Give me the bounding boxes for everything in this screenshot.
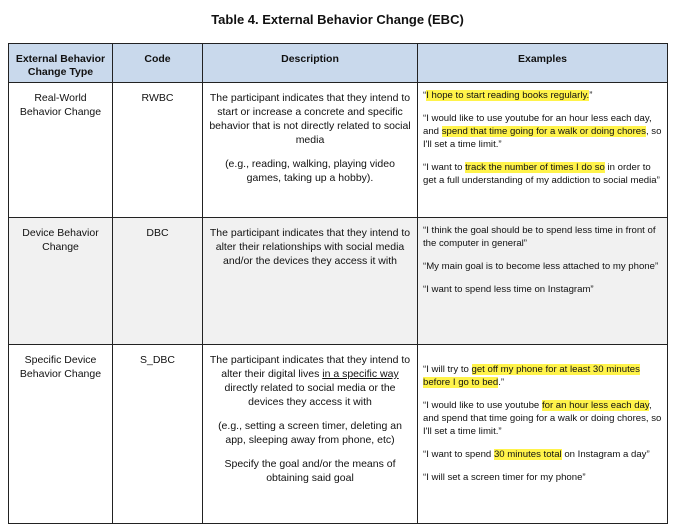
description-text: The participant indicates that they intend to alter their digital lives in a specific way directly related to social media or the devices they access it with: [209, 354, 411, 408]
ebc-table: [8, 43, 668, 524]
example-quote: “I would like to use youtube for an hour less each day, and spend that time going for a walk or doing chores, so I'll set a time limit.”: [423, 400, 662, 437]
header-code: Code: [113, 44, 203, 83]
header-description: Description: [203, 44, 418, 83]
table-row: [9, 218, 668, 345]
highlight: spend that time going for a walk or doing chores: [441, 126, 646, 137]
code-cell: RWBC: [113, 83, 203, 218]
description-note: Specify the goal and/or the means of obtaining said goal: [224, 458, 396, 484]
highlight: get off my phone for at least 30 minutes before I go to bed: [423, 364, 640, 388]
code-cell: S_DBC: [113, 345, 203, 524]
highlight: track the number of times I do so: [465, 162, 605, 173]
examples-cell: [418, 218, 668, 345]
description-text: The participant indicates that they intend to alter their relationships with social media and/or the devices they access it with: [209, 227, 411, 267]
underlined-text: in a specific way: [322, 368, 399, 380]
example-quote: “I think the goal should be to spend less time in front of the computer in general”: [423, 225, 656, 249]
highlight: for an hour less each day: [541, 400, 649, 411]
type-cell: Specific Device Behavior Change: [9, 345, 113, 524]
example-quote: “My main goal is to become less attached to my phone”: [423, 261, 659, 272]
table-title: Table 4. External Behavior Change (EBC): [211, 12, 464, 27]
example-quote: “I hope to start reading books regularly.”: [423, 90, 593, 101]
examples-cell: [418, 83, 668, 218]
description-text: The participant indicates that they intend to start or increase a concrete and specific behavior that is not directly related to social media: [209, 92, 411, 146]
description-cell: [203, 83, 418, 218]
type-cell: Device Behavior Change: [9, 218, 113, 345]
table-row: [9, 83, 668, 218]
description-examples: (e.g., setting a screen timer, deleting an app, sleeping away from phone, etc): [218, 420, 402, 446]
type-cell: Real-World Behavior Change: [9, 83, 113, 218]
highlight: 30 minutes total: [493, 449, 562, 460]
example-quote: “I will set a screen timer for my phone”: [423, 472, 586, 483]
description-cell: [203, 345, 418, 524]
code-cell: DBC: [113, 218, 203, 345]
highlight: I hope to start reading books regularly.: [426, 90, 590, 101]
example-quote: “I want to spend less time on Instagram”: [423, 284, 594, 295]
examples-cell: [418, 345, 668, 524]
table-row: [9, 345, 668, 524]
example-quote: “I want to spend 30 minutes total on Instagram a day”: [423, 449, 650, 460]
header-row: [9, 44, 668, 83]
example-quote: “I will try to get off my phone for at least 30 minutes before I go to bed.”: [423, 364, 640, 388]
example-quote: “I would like to use youtube for an hour less each day, and spend that time going for a walk or doing chores, so I'll set a time limit.”: [423, 113, 662, 150]
description-examples: (e.g., reading, walking, playing video games, taking up a hobby).: [225, 158, 395, 184]
header-type: External Behavior Change Type: [9, 44, 113, 83]
example-quote: “I want to track the number of times I do so in order to get a full understanding of my addiction to social media”: [423, 162, 660, 186]
header-examples: Examples: [418, 44, 668, 83]
description-cell: [203, 218, 418, 345]
